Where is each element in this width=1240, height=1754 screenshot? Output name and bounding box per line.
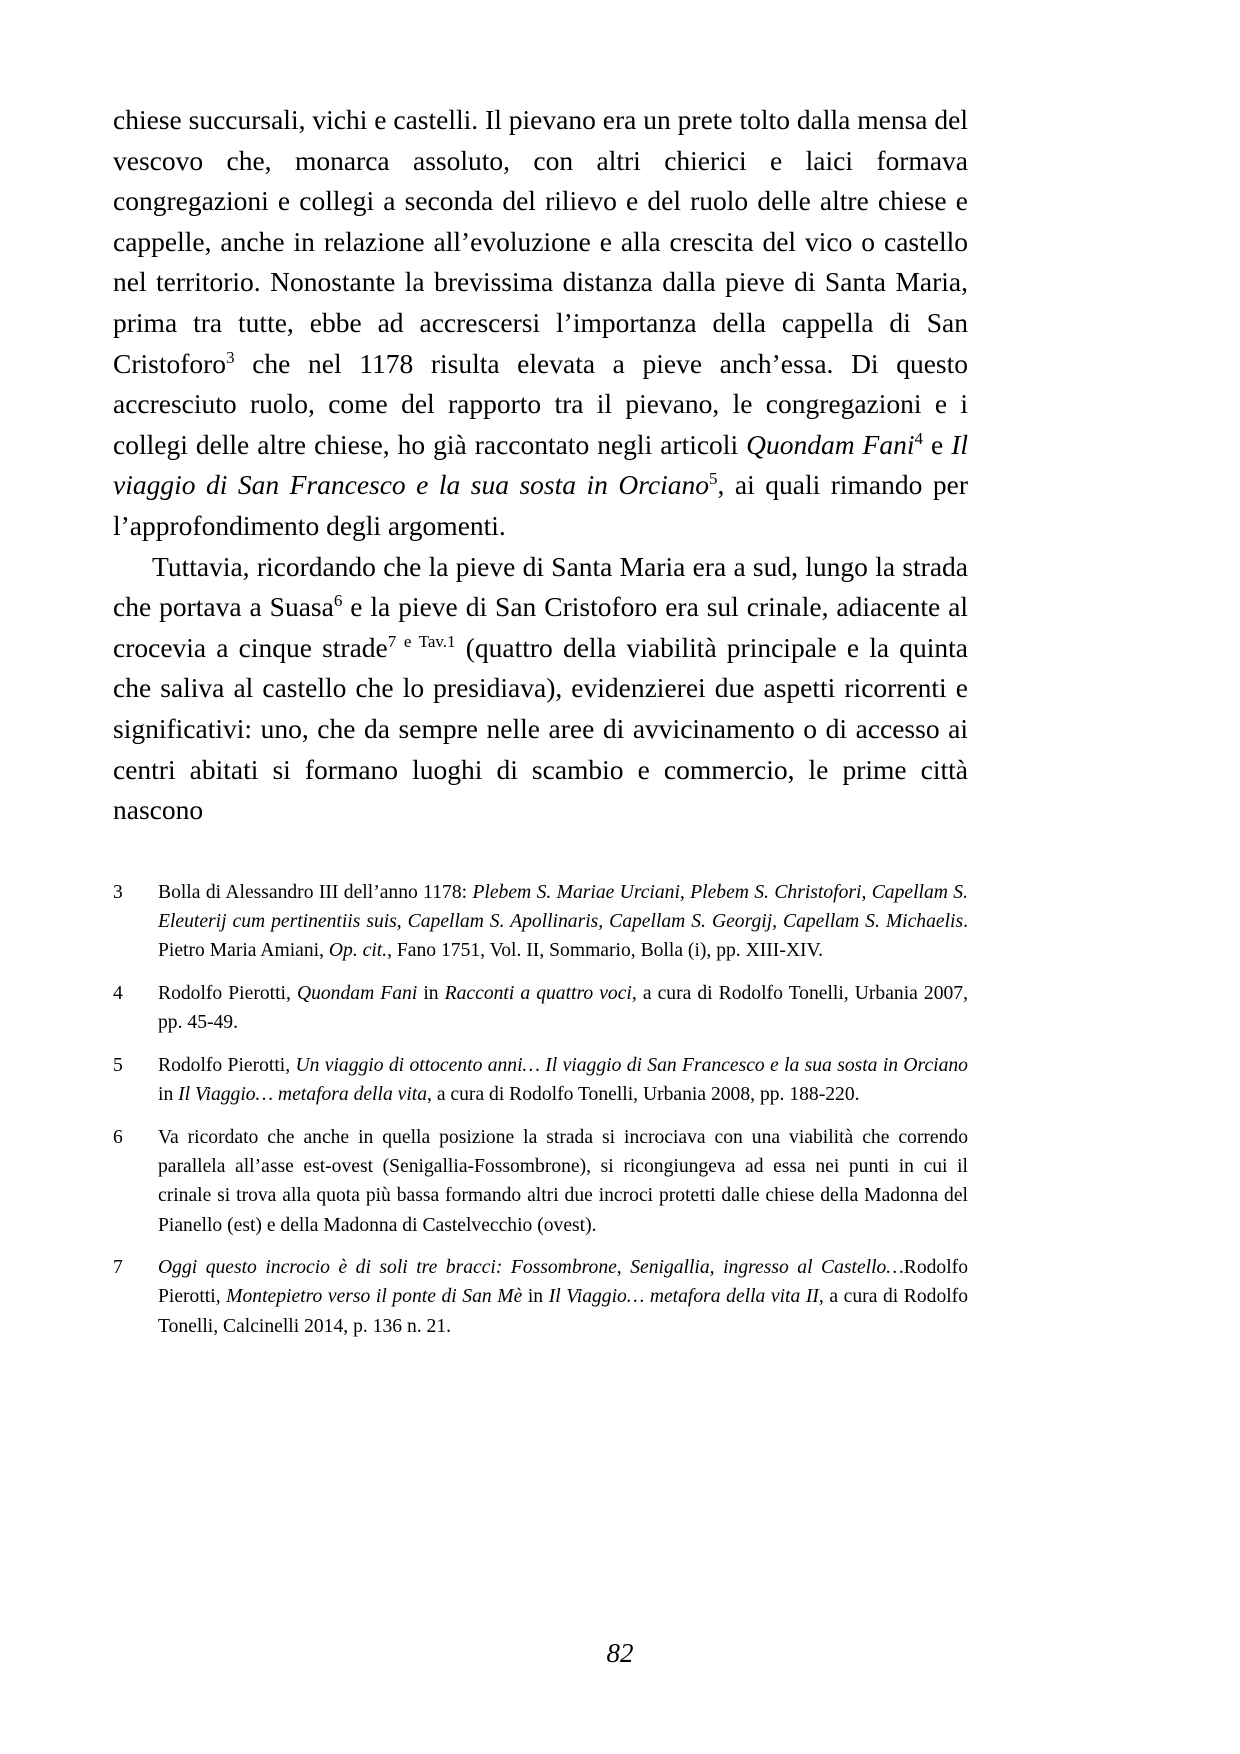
text-run: . Pietro Maria Amiani, (158, 911, 968, 962)
footnote-marker: 5 (113, 1055, 123, 1077)
footnote-text (158, 878, 968, 966)
text-run: in (158, 1084, 179, 1106)
footnote-reference: 6 (333, 590, 343, 610)
italic-run: Quondam Fani (296, 983, 418, 1005)
footnote-text (158, 1253, 968, 1341)
italic-run: Plebem S. Mariae Urciani, Plebem S. Christofori, Capellam S. Eleuterij cum pertinentiis suis, Capellam S. Apollinaris, Capellam S. Georgij, Capellam S. Michaelis (158, 882, 968, 933)
text-run: , Fano 1751, Vol. II, Sommario, Bolla (i), pp. XIII-XIV. (387, 940, 824, 962)
text-run: Tuttavia, ricordando che la pieve di Santa Maria era a sud, lungo la strada che portava a Suasa (113, 550, 968, 623)
text-run: , a cura di Rodolfo Tonelli, Urbania 2007, pp. 45-49. (158, 983, 968, 1034)
footnote-marker: 6 (113, 1126, 123, 1148)
footnote-text (158, 979, 968, 1037)
footnote-reference: 5 (709, 469, 718, 489)
footnote-marker: 3 (113, 882, 123, 903)
footnote-item (113, 1051, 968, 1109)
text-run: , ai quali rimando per l’approfondimento degli argomenti. (113, 469, 968, 541)
text-run: , a cura di Rodolfo Tonelli, Calcinelli 2014, p. 136 n. 21. (158, 1286, 969, 1337)
text-run: Rodolfo Pierotti, (158, 1257, 968, 1308)
italic-run: Quondam Fani (746, 428, 915, 460)
italic-run: Il Viaggio… metafora della vita II (548, 1286, 819, 1308)
body-paragraph (113, 100, 968, 547)
text-run: e (923, 428, 952, 460)
italic-run: Montepietro verso il ponte di San Mè (226, 1286, 523, 1308)
italic-run: Oggi questo incrocio è di soli tre bracci: Fossombrone, Senigallia, ingresso al Castello… (158, 1257, 904, 1279)
text-run: e la pieve di San Cristoforo era sul crinale, adiacente al crocevia a cinque strade (113, 591, 968, 663)
footnote-item (113, 979, 968, 1037)
text-run: che nel 1178 risulta elevata a pieve anch’essa. Di questo accresciuto ruolo, come del rapporto tra il pievano, le congregazioni e i collegi delle altre chiese, ho già raccontato negli articoli (113, 347, 968, 460)
footnote-reference: 7 e Tav.1 (387, 631, 456, 651)
italic-run: Il viaggio di San Francesco e la sua sosta in Orciano (113, 428, 968, 501)
footnote-text (158, 1123, 968, 1240)
body-paragraph (113, 547, 968, 831)
text-run: Rodolfo Pierotti, (158, 1055, 296, 1077)
text-run: Va ricordato che anche in quella posizione la strada si incrociava con una viabilità che correndo parallela all’asse est-ovest (Senigallia-Fossombrone), si ricongiungeva ad essa nei punti in cui il crinale si trova alla quota più bassa formando altri due incroci protetti dalle chiese della Madonna del Pianello (est) e della Madonna di Castelvecchio (ovest). (158, 1126, 968, 1236)
footnotes-section (113, 878, 968, 1341)
footnote-item (113, 1253, 968, 1341)
page-number: 82 (606, 1638, 634, 1668)
text-run: in (417, 983, 445, 1005)
footnote-text (158, 1051, 968, 1109)
text-run: in (522, 1286, 549, 1308)
italic-run: Il Viaggio… metafora della vita (178, 1084, 428, 1106)
footnote-item (113, 878, 968, 966)
text-run: chiese succursali, vichi e castelli. Il pievano era un prete tolto dalla mensa del vescovo che, monarca assoluto, con altri chierici e laici formava congregazioni e collegi a seconda del rilievo e del ruolo delle altre chiese e cappelle, anche in relazione all’evoluzione e alla crescita del vico o castello nel territorio. Nonostante la brevissima distanza dalla pieve di Santa Maria, prima tra tutte, ebbe ad accrescersi l’importanza della cappella di San Cristoforo (113, 104, 968, 379)
text-run: (quattro della viabilità principale e la quinta che saliva al castello che lo presidiava), evidenzierei due aspetti ricorrenti e significativi: uno, che da sempre nelle aree di avvicinamento o di accesso ai centri abitati si formano luoghi di scambio e commercio, le prime città nascono (113, 631, 969, 826)
footnote-reference: 3 (226, 347, 235, 367)
text-run: , a cura di Rodolfo Tonelli, Urbania 2008, pp. 188-220. (427, 1084, 860, 1106)
body-paragraphs (113, 100, 968, 831)
italic-run: Un viaggio di ottocento anni… Il viaggio di San Francesco e la sua sosta in Orciano (295, 1055, 968, 1077)
body-text-column (113, 100, 968, 831)
text-run: Rodolfo Pierotti, (158, 983, 297, 1005)
footnote-item (113, 1123, 968, 1240)
text-run: Bolla di Alessandro III dell’anno 1178: (158, 882, 473, 903)
italic-run: Racconti a quattro voci (444, 983, 632, 1005)
footnote-marker: 4 (113, 983, 123, 1005)
footnote-reference: 4 (914, 428, 923, 448)
italic-run: Op. cit. (328, 940, 388, 962)
footnote-marker: 7 (113, 1257, 123, 1279)
